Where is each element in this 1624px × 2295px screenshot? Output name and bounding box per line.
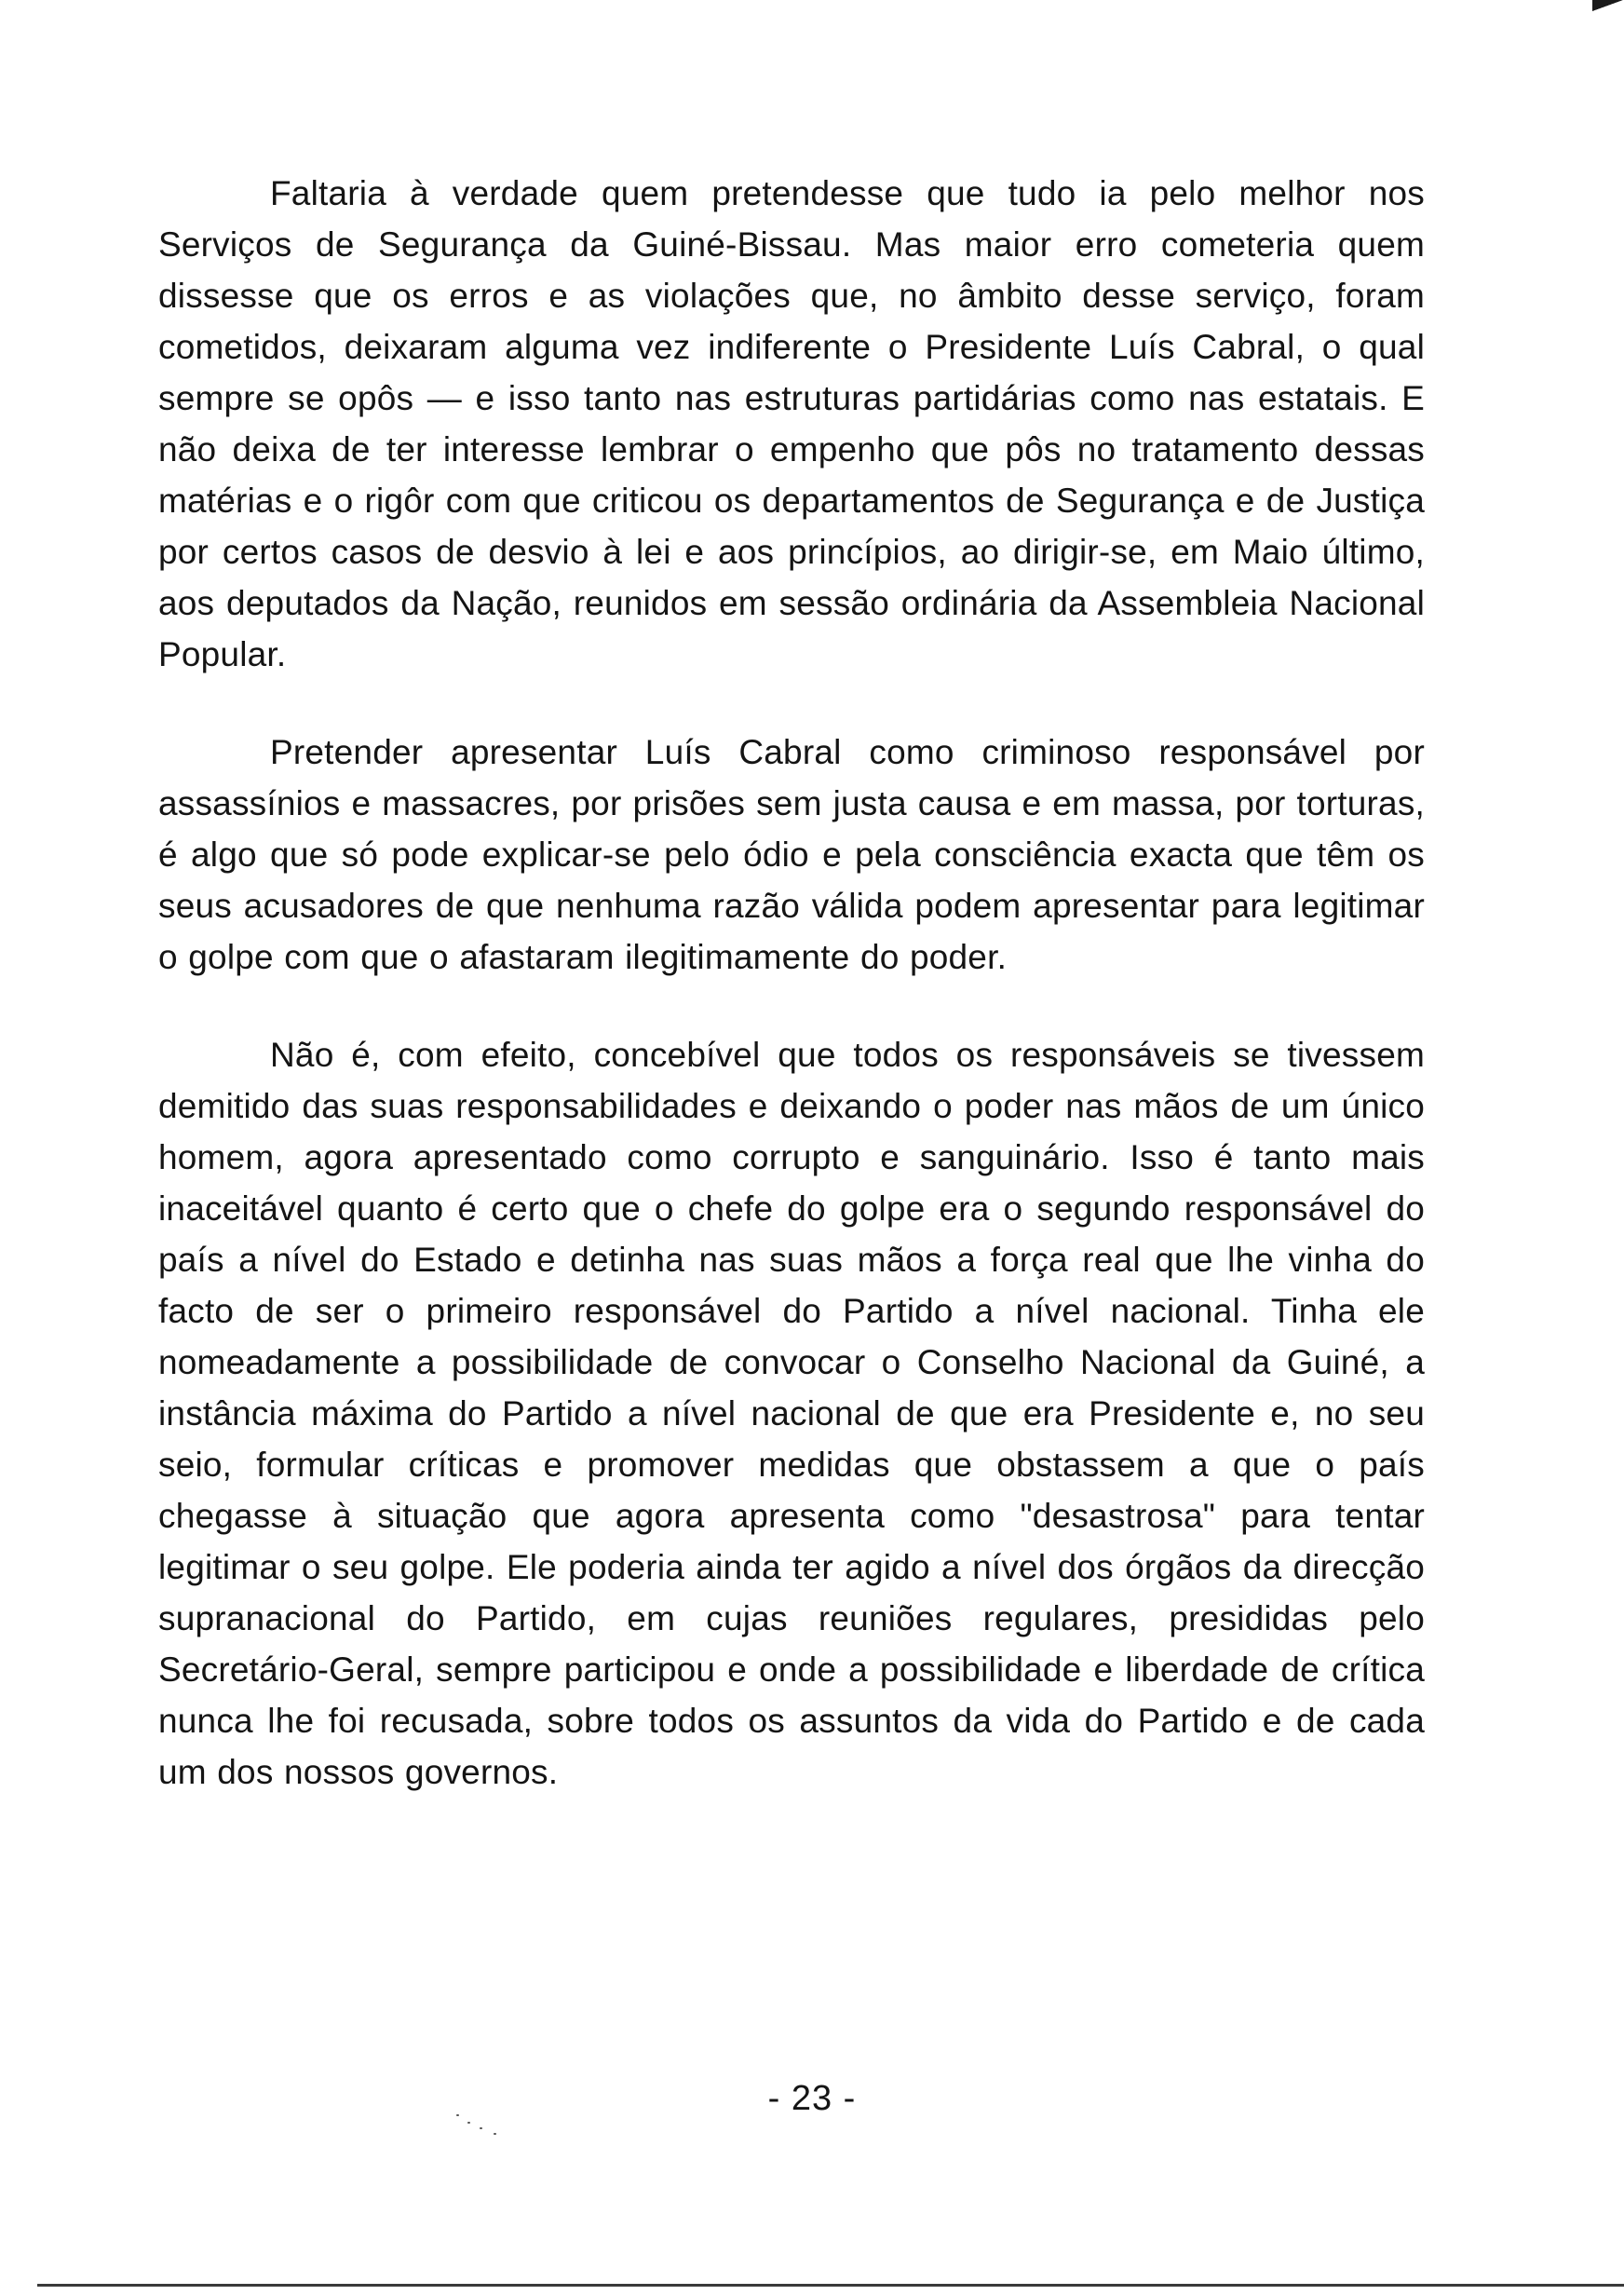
scan-speck: [480, 2127, 482, 2129]
scan-speck: [456, 2114, 459, 2116]
page-number: - 23 -: [767, 2079, 857, 2118]
paragraph-coup-responsibility: Não é, com efeito, concebível que todos os responsáveis se tivessem demitido das suas responsabilidades e deixando o poder nas mãos de um único homem, agora apresentado como corrupto e sanguinário. Isso é tanto mais inaceitável quanto é certo que o chefe do golpe era o segundo responsável do país a nível do Estado e detinha nas suas mãos a força real que lhe vinha do facto de ser o primeiro responsável do Partido a nível nacional. Tinha ele nomeadamente a possibilidade de convocar o Conselho Nacional da Guiné, a instância máxima do Partido a nível nacional de que era Presidente e, no seu seio, formular críticas e promover medidas que obstassem a que o país chegasse à situação que agora apresenta como "desastrosa" para tentar legitimar o seu golpe. Ele poderia ainda ter agido a nível dos órgãos da direcção supranacional do Partido, em cujas reuniões regulares, presididas pelo Secretário-Geral, sempre participou e onde a possibilidade e liberdade de crítica nunca lhe foi recusada, sobre todos os assuntos da vida do Partido e de cada um dos nossos governos.: [158, 1036, 1425, 1791]
scan-speck: [494, 2133, 496, 2135]
paragraph-security-services: Faltaria à verdade quem pretendesse que tudo ia pelo melhor nos Serviços de Segurança da Guiné-Bissau. Mas maior erro cometeria quem dissesse que os erros e as violações que, no âmbito desse serviço, foram cometidos, deixaram alguma vez indiferente o Presidente Luís Cabral, o qual sempre se opôs — e isso tanto nas estruturas partidárias como nas estatais. E não deixa de ter interesse lembrar o empenho que pôs no tratamento dessas matérias e o rigôr com que criticou os departamentos de Segurança e de Justiça por certos casos de desvio à lei e aos princípios, ao dirigir-se, em Maio último, aos deputados da Nação, reunidos em sessão ordinária da Assembleia Nacional Popular.: [158, 174, 1425, 673]
bottom-edge-line: [37, 2284, 1624, 2287]
scan-speck: [467, 2122, 470, 2124]
paragraph-accusations: Pretender apresentar Luís Cabral como criminoso responsável por assassínios e massacres, por prisões sem justa causa e em massa, por torturas, é algo que só pode explicar-se pelo ódio e pela consciência exacta que têm os seus acusadores de que nenhuma razão válida podem apresentar para legitimar o golpe com que o afastaram ilegitimamente do poder.: [158, 733, 1425, 976]
body-text: [158, 168, 1425, 1798]
corner-scan-mark: [1592, 0, 1624, 13]
